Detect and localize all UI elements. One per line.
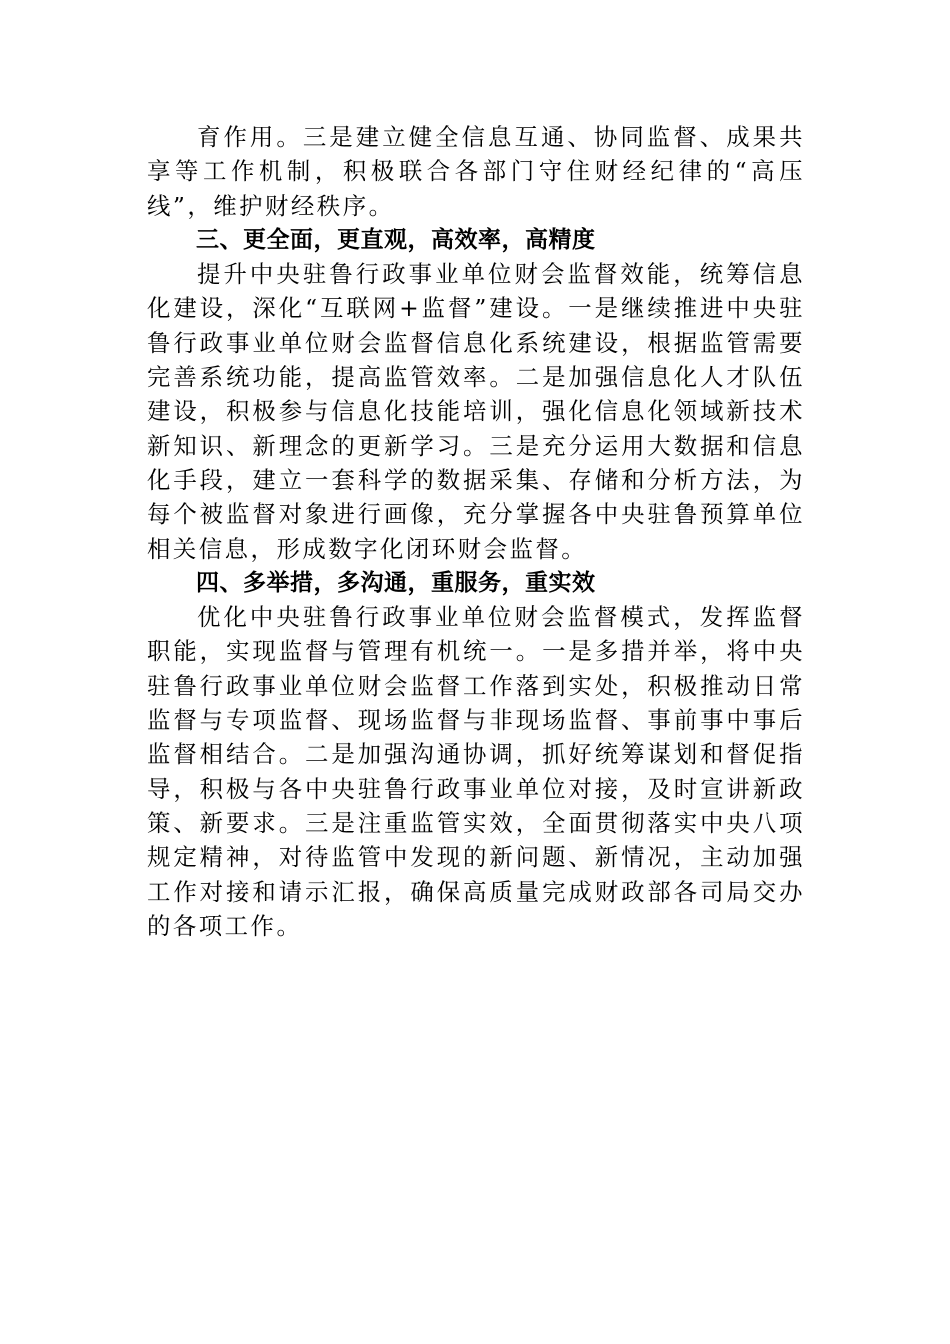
paragraph-informatization: 提升中央驻鲁行政事业单位财会监督效能，统筹信息化建设，深化“互联网+监督”建设。一是继续推进中央驻鲁行政事业单位财会监督信息化系统建设，根据监管需要完善系统功能，提高监管效率。二是加强信息化人才队伍建设，积极参与信息化技能培训，强化信息化领域新技术新知识、新理念的更新学习。三是充分运用大数据和信息化手段，建立一套科学的数据采集、存储和分析方法，为每个被监督对象进行画像，充分掌握各中央驻鲁预算单位相关信息，形成数字化闭环财会监督。: [147, 260, 805, 563]
section-heading-four: 四、多举措，多沟通，重服务，重实效: [196, 569, 596, 596]
section-heading-three: 三、更全面，更直观，高效率，高精度: [196, 226, 596, 253]
paragraph-continuation: 育作用。三是建立健全信息互通、协同监督、成果共享等工作机制，积极联合各部门守住财经纪律的“高压线”，维护财经秩序。: [147, 123, 805, 220]
paragraph-supervision-mode: 优化中央驻鲁行政事业单位财会监督模式，发挥监督职能，实现监督与管理有机统一。一是多措并举，将中央驻鲁行政事业单位财会监督工作落到实处，积极推动日常监督与专项监督、现场监督与非现场监督、事前事中事后监督相结合。二是加强沟通协调，抓好统筹谋划和督促指导，积极与各中央驻鲁行政事业单位对接，及时宣讲新政策、新要求。三是注重监管实效，全面贯彻落实中央八项规定精神，对待监管中发现的新问题、新情况，主动加强工作对接和请示汇报，确保高质量完成财政部各司局交办的各项工作。: [147, 603, 805, 940]
document-body: [147, 120, 805, 943]
